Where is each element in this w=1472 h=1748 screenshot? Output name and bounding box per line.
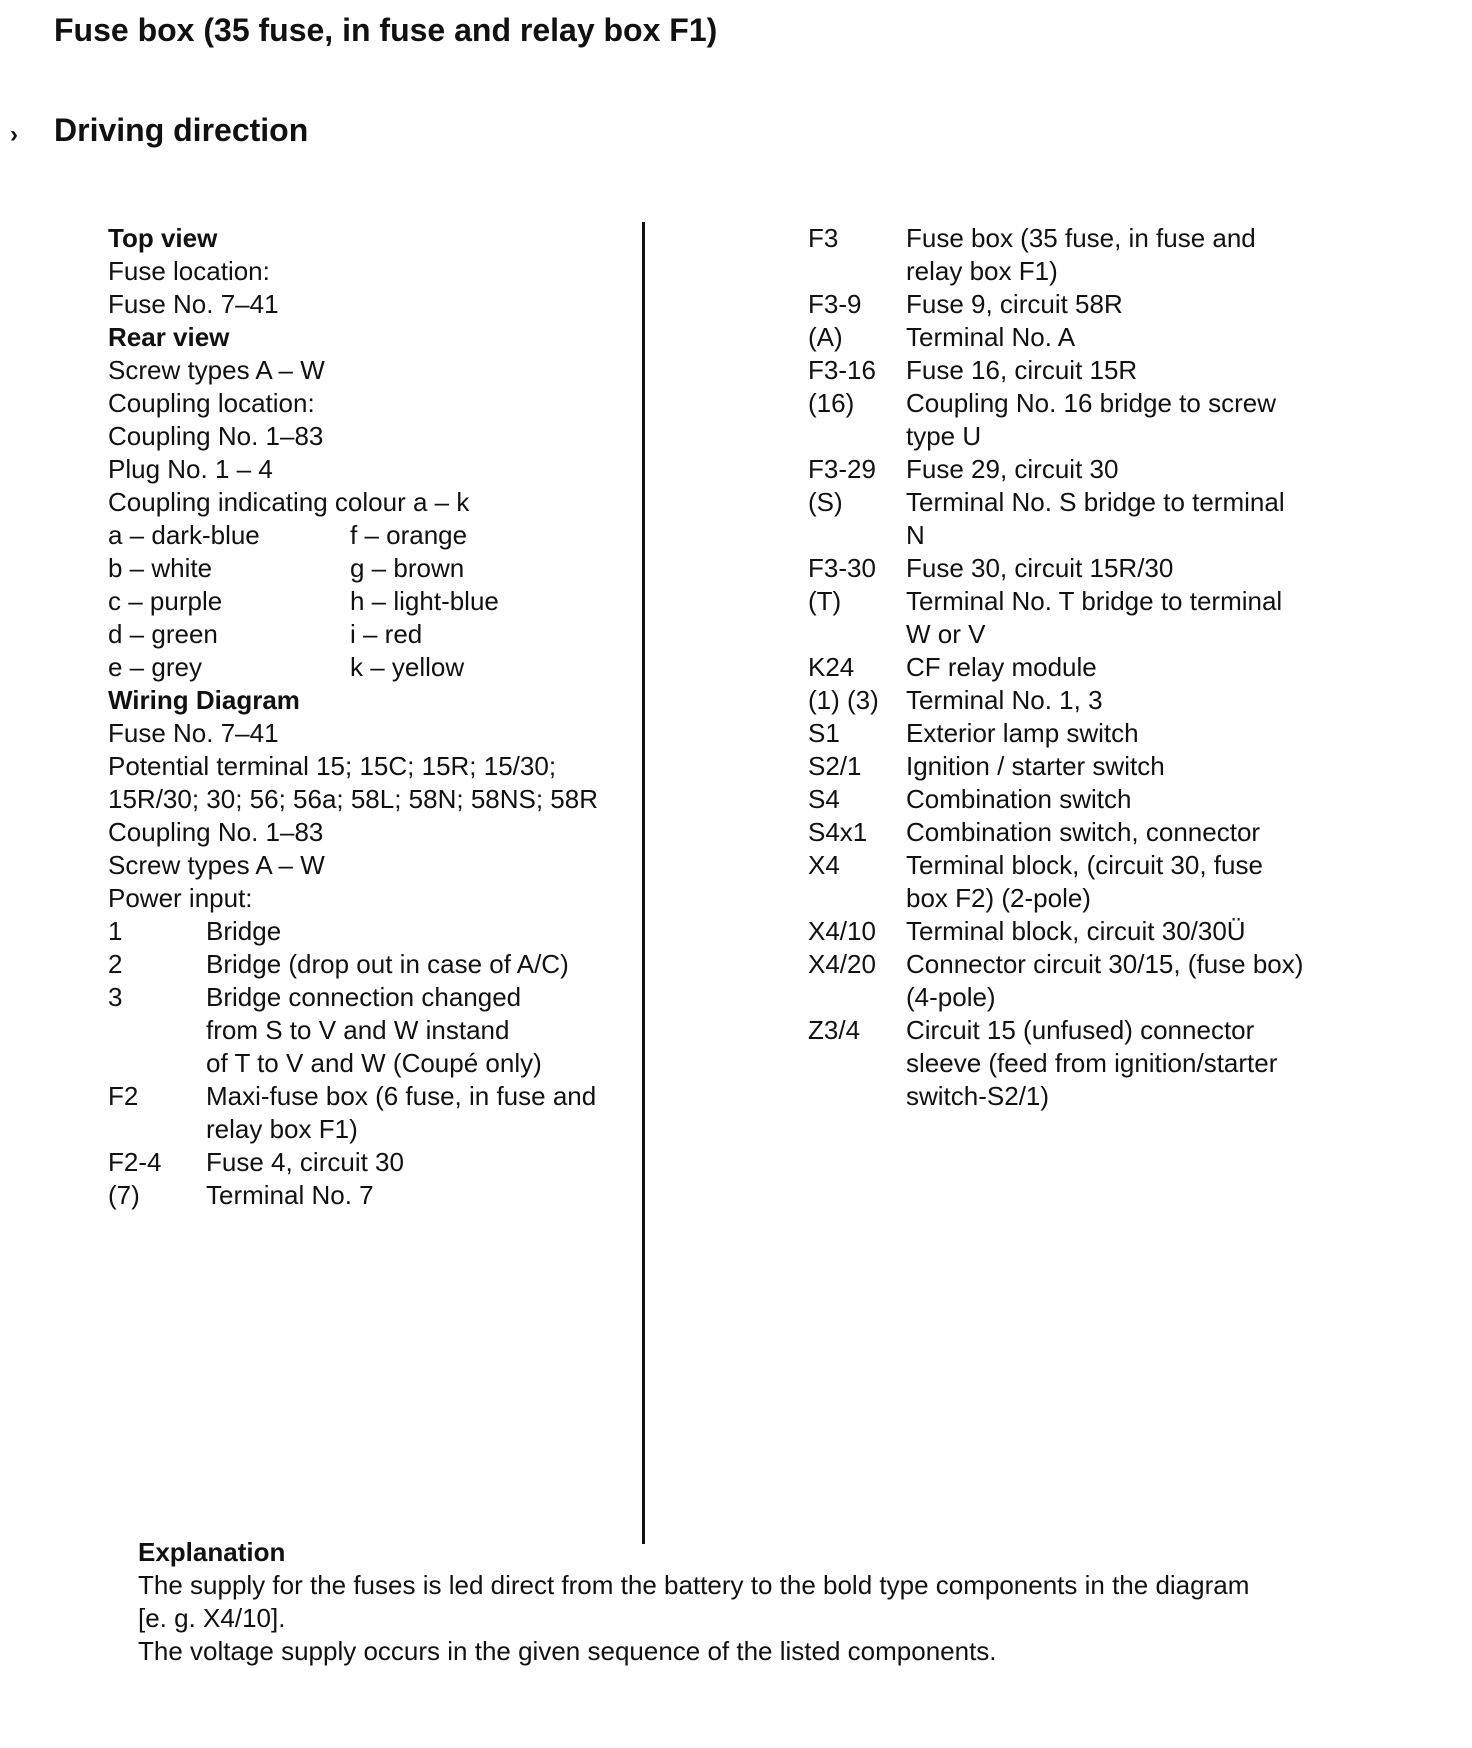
legend-key: F3-9 (808, 289, 862, 319)
legend-description (906, 387, 1368, 453)
legend-key: (A) (808, 322, 843, 352)
legend-row (808, 387, 1368, 453)
top-view-heading: Top view (108, 223, 218, 253)
legend-row (808, 1014, 1368, 1113)
power-input-list (108, 915, 628, 1212)
legend-key: (S) (808, 487, 843, 517)
legend-key: F3-16 (808, 355, 876, 385)
legend-description (906, 651, 1368, 684)
legend-key: X4 (808, 850, 840, 880)
legend-description-line: relay box F1) (206, 1114, 358, 1144)
colour-entry: d – green (108, 619, 218, 649)
legend-description-line: Fuse 4, circuit 30 (206, 1147, 404, 1177)
legend-description (906, 750, 1368, 783)
legend-description-line: switch-S2/1) (906, 1081, 1050, 1111)
legend-description-line: Terminal No. T bridge to terminal (906, 586, 1283, 616)
colour-entry: h – light-blue (350, 586, 499, 616)
legend-row (808, 849, 1368, 915)
legend-key: (T) (808, 586, 842, 616)
legend-description-line: Terminal block, circuit 30/30Ü (906, 916, 1246, 946)
legend-description (206, 948, 628, 981)
right-column (808, 222, 1368, 1113)
legend-description (906, 354, 1368, 387)
legend-row (808, 783, 1368, 816)
legend-row (808, 288, 1368, 321)
coupling-location-label: Coupling location: (108, 388, 315, 418)
legend-description (906, 222, 1368, 288)
explanation-text-3: The voltage supply occurs in the given sequence of the listed components. (138, 1636, 997, 1666)
column-divider (642, 222, 645, 1544)
rear-view-heading: Rear view (108, 322, 230, 352)
fuse-number-range: Fuse No. 7–41 (108, 289, 279, 319)
legend-row (808, 453, 1368, 486)
colour-entry: g – brown (350, 553, 465, 583)
legend-key: (1) (3) (808, 685, 879, 715)
colour-entry: f – orange (350, 520, 468, 550)
legend-description (206, 1146, 628, 1179)
legend-key: 3 (108, 982, 123, 1012)
legend-description-line: Fuse 30, circuit 15R/30 (906, 553, 1174, 583)
section-subtitle: Driving direction (54, 112, 309, 148)
coupling-number-range: Coupling No. 1–83 (108, 421, 324, 451)
wd-screw-types: Screw types A – W (108, 850, 325, 880)
legend-description (906, 849, 1368, 915)
legend-key: S2/1 (808, 751, 862, 781)
legend-description (906, 816, 1368, 849)
component-legend-list (808, 222, 1368, 1113)
legend-description-line: N (906, 520, 925, 550)
legend-row (808, 750, 1368, 783)
power-input-label: Power input: (108, 883, 253, 913)
legend-key: 2 (108, 949, 123, 979)
legend-description-line: CF relay module (906, 652, 1097, 682)
legend-description-line: Terminal No. S bridge to terminal (906, 487, 1285, 517)
wd-coupling-number-range: Coupling No. 1–83 (108, 817, 324, 847)
legend-description (906, 453, 1368, 486)
legend-row (808, 915, 1368, 948)
legend-key: F3-30 (808, 553, 876, 583)
legend-description-line: from S to V and W instand (206, 1015, 510, 1045)
legend-key: F2 (108, 1081, 139, 1111)
legend-description-line: Terminal block, (circuit 30, fuse (906, 850, 1263, 880)
potential-terminal-line-2: 15R/30; 30; 56; 56a; 58L; 58N; 58NS; 58R (108, 784, 599, 814)
legend-description-line: Terminal No. 7 (206, 1180, 374, 1210)
legend-key: F3-29 (808, 454, 876, 484)
legend-row (808, 486, 1368, 552)
explanation-block (138, 1536, 1438, 1668)
legend-description-line: Circuit 15 (unfused) connector (906, 1015, 1255, 1045)
wd-fuse-number-range: Fuse No. 7–41 (108, 718, 279, 748)
legend-key: S4 (808, 784, 840, 814)
legend-row (808, 552, 1368, 585)
legend-description-line: Bridge (drop out in case of A/C) (206, 949, 569, 979)
legend-key: (7) (108, 1180, 140, 1210)
colour-entry: e – grey (108, 652, 202, 682)
legend-key: F2-4 (108, 1147, 162, 1177)
legend-key: Z3/4 (808, 1015, 861, 1045)
legend-description (906, 915, 1368, 948)
legend-row (808, 684, 1368, 717)
plug-number-range: Plug No. 1 – 4 (108, 454, 273, 484)
coupling-colour-label: Coupling indicating colour a – k (108, 487, 470, 517)
legend-description-line: Fuse box (35 fuse, in fuse and (906, 223, 1256, 253)
legend-description (906, 717, 1368, 750)
legend-key: S4x1 (808, 817, 868, 847)
legend-description-line: type U (906, 421, 982, 451)
legend-description-line: Maxi-fuse box (6 fuse, in fuse and (206, 1081, 597, 1111)
legend-description (906, 288, 1368, 321)
explanation-text-1: The supply for the fuses is led direct from the battery to the bold type components in the diagram (138, 1570, 1250, 1600)
legend-row (808, 717, 1368, 750)
legend-description (906, 552, 1368, 585)
legend-row (108, 1146, 628, 1179)
legend-row (808, 948, 1368, 1014)
legend-description-line: relay box F1) (906, 256, 1058, 286)
legend-description-line: of T to V and W (Coupé only) (206, 1048, 542, 1078)
legend-description-line: Combination switch (906, 784, 1132, 814)
legend-key: X4/10 (808, 916, 876, 946)
page-title: Fuse box (35 fuse, in fuse and relay box F1) (54, 12, 718, 48)
wiring-diagram-heading: Wiring Diagram (108, 685, 300, 715)
legend-key: (16) (808, 388, 855, 418)
colour-entry: a – dark-blue (108, 520, 260, 550)
legend-row (808, 222, 1368, 288)
legend-description (906, 486, 1368, 552)
legend-row (108, 915, 628, 948)
explanation-text-2: [e. g. X4/10]. (138, 1603, 286, 1633)
arrow-bullet-icon: › (10, 121, 18, 148)
legend-key: X4/20 (808, 949, 876, 979)
legend-description-line: Ignition / starter switch (906, 751, 1165, 781)
legend-description (206, 915, 628, 948)
legend-description-line: Fuse 29, circuit 30 (906, 454, 1119, 484)
legend-description (906, 684, 1368, 717)
colour-entry: c – purple (108, 586, 223, 616)
legend-description-line: (4-pole) (906, 982, 996, 1012)
screw-types: Screw types A – W (108, 355, 325, 385)
legend-description-line: sleeve (feed from ignition/starter (906, 1048, 1278, 1078)
legend-row (808, 354, 1368, 387)
legend-key: F3 (808, 223, 839, 253)
colour-entry: b – white (108, 553, 213, 583)
legend-description (906, 585, 1368, 651)
fuse-location-label: Fuse location: (108, 256, 270, 286)
legend-description (206, 1080, 628, 1146)
colour-entry: i – red (350, 619, 423, 649)
legend-description-line: W or V (906, 619, 986, 649)
legend-description-line: Coupling No. 16 bridge to screw (906, 388, 1276, 418)
legend-description-line: box F2) (2-pole) (906, 883, 1091, 913)
potential-terminal-line-1: Potential terminal 15; 15C; 15R; 15/30; (108, 751, 557, 781)
legend-row (808, 585, 1368, 651)
legend-row (808, 321, 1368, 354)
legend-description-line: Terminal No. A (906, 322, 1076, 352)
colour-entry: k – yellow (350, 652, 465, 682)
legend-description-line: Exterior lamp switch (906, 718, 1139, 748)
legend-key: 1 (108, 916, 123, 946)
legend-row (108, 1179, 628, 1212)
colour-legend (108, 519, 628, 684)
legend-row (108, 948, 628, 981)
legend-key: K24 (808, 652, 855, 682)
legend-row (108, 981, 628, 1080)
legend-description-line: Bridge (206, 916, 282, 946)
legend-description-line: Fuse 9, circuit 58R (906, 289, 1123, 319)
legend-description-line: Fuse 16, circuit 15R (906, 355, 1138, 385)
legend-row (108, 1080, 628, 1146)
legend-description-line: Terminal No. 1, 3 (906, 685, 1103, 715)
legend-description-line: Connector circuit 30/15, (fuse box) (906, 949, 1304, 979)
legend-description (906, 948, 1368, 1014)
legend-description (206, 981, 628, 1080)
legend-description-line: Combination switch, connector (906, 817, 1261, 847)
legend-description-line: Bridge connection changed (206, 982, 522, 1012)
left-column (108, 222, 628, 1212)
legend-description (206, 1179, 628, 1212)
legend-description (906, 1014, 1368, 1113)
explanation-heading: Explanation (138, 1537, 286, 1567)
legend-description (906, 321, 1368, 354)
legend-row (808, 816, 1368, 849)
legend-row (808, 651, 1368, 684)
legend-key: S1 (808, 718, 840, 748)
legend-description (906, 783, 1368, 816)
